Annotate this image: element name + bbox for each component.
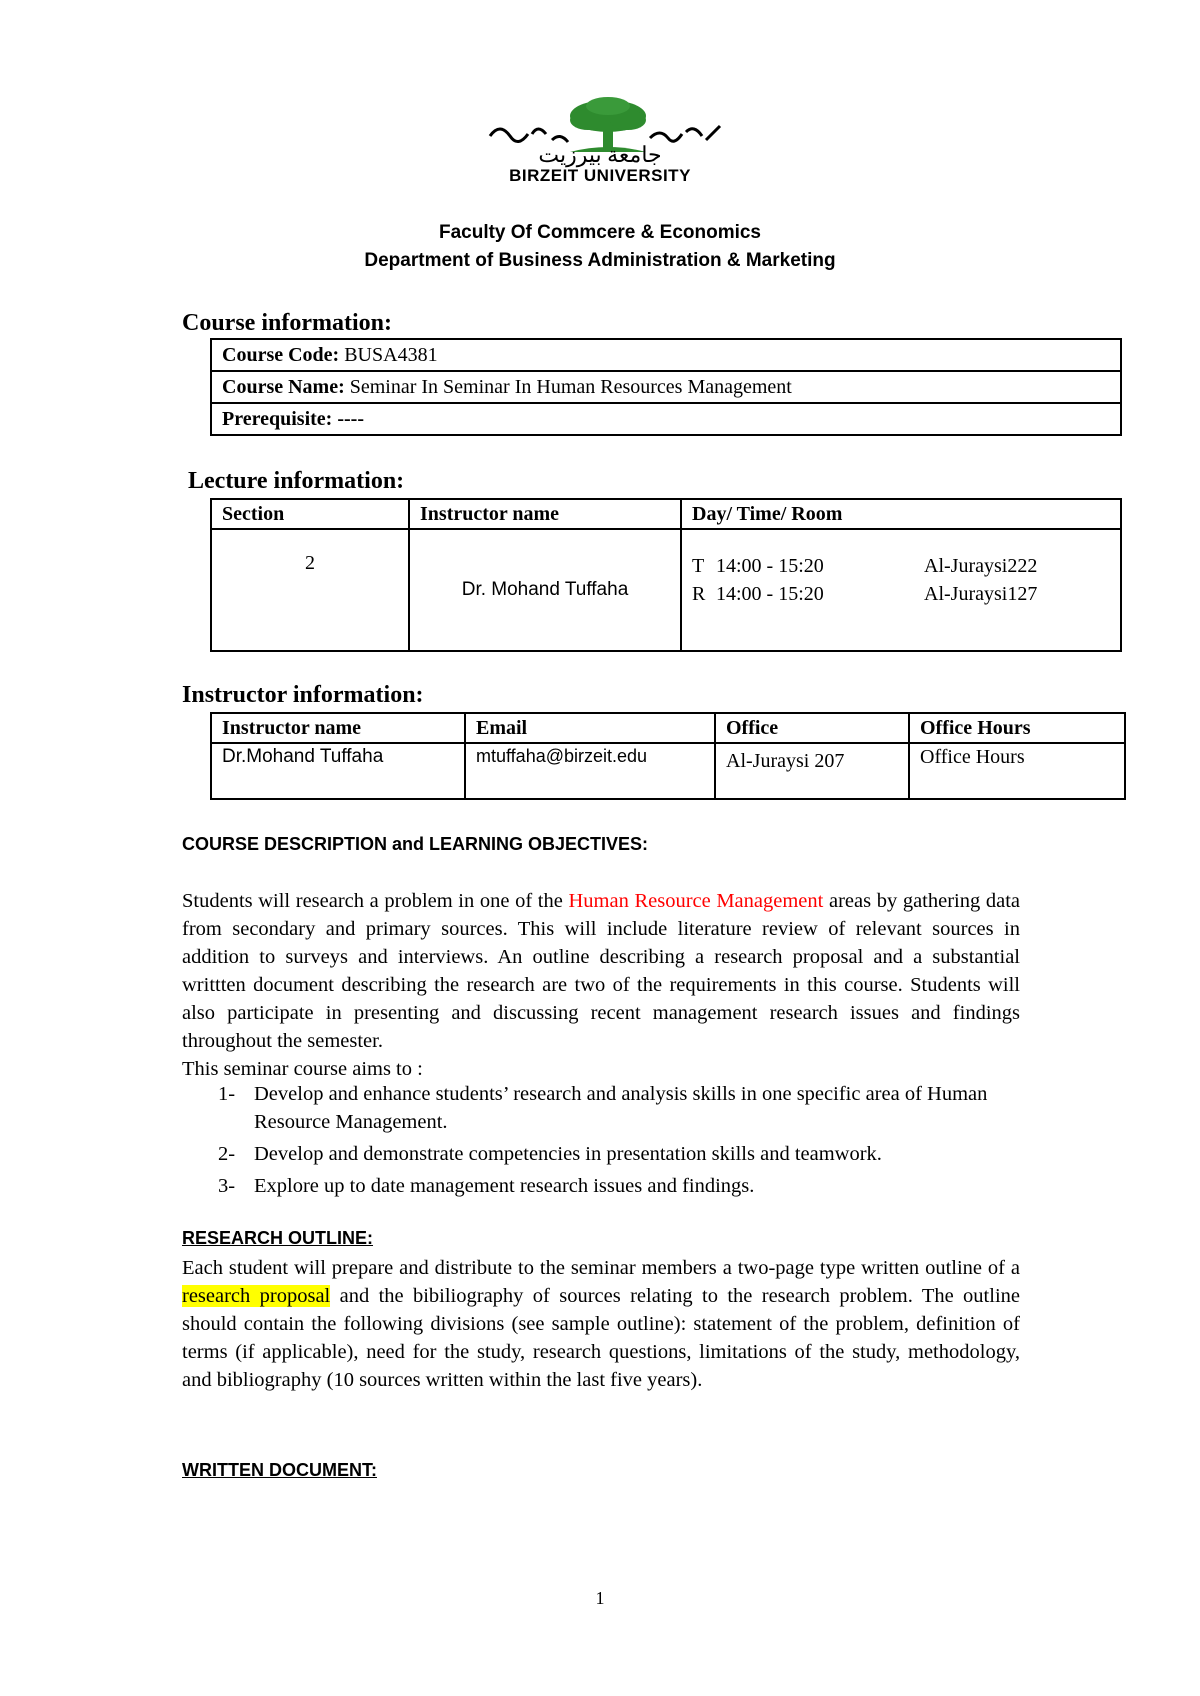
schedule-time: 14:00 - 15:20 <box>716 583 824 605</box>
header-email: Email <box>465 713 715 743</box>
page-number: 1 <box>595 1588 605 1608</box>
course-info-title: Course information: <box>182 310 392 336</box>
course-code-value: BUSA4381 <box>344 343 438 366</box>
list-item <box>218 1172 1022 1200</box>
course-info-table <box>210 338 1122 436</box>
university-arabic-name: جامعة بيرزيت <box>538 142 662 167</box>
header-instructor-name: Instructor name <box>409 499 681 529</box>
university-name: BIRZEIT UNIVERSITY <box>509 166 691 185</box>
lecture-info-table <box>210 498 1122 652</box>
research-proposal-highlight: research proposal <box>182 1285 331 1307</box>
research-outline-paragraph <box>182 1254 1020 1394</box>
course-name-row <box>211 371 1121 403</box>
list-item <box>218 1140 1022 1168</box>
list-text: Develop and demonstrate competencies in presentation skills and teamwork. <box>254 1143 882 1165</box>
prerequisite-row <box>211 403 1121 435</box>
instructor-info-title: Instructor information: <box>182 682 424 708</box>
schedule-day: R <box>692 583 706 605</box>
description-text-b: areas by gathering data from secondary and primary sources. This will include literature review of relevant sources in addition to surveys and interviews. An outline describing a research proposal and a substantial writtten document describing the research are two of the requirements in this course. Students will also participate in presenting and discussing recent management research issues and findings throughout the semester. <box>182 890 1021 1052</box>
aims-intro: This seminar course aims to : <box>182 1058 423 1080</box>
instructor-row <box>211 743 1125 799</box>
description-paragraph <box>182 887 1020 1083</box>
course-code-label: Course Code: <box>222 343 340 366</box>
schedule-room: Al-Juraysi127 <box>924 583 1038 605</box>
instructor-header-row <box>211 713 1125 743</box>
course-name-label: Course Name: <box>222 375 345 398</box>
section-value: 2 <box>211 529 409 651</box>
header-office: Office <box>715 713 909 743</box>
header-office-hours: Office Hours <box>909 713 1125 743</box>
course-name-value: Seminar In Seminar In Human Resources Management <box>349 375 792 398</box>
outline-text-b: and the bibiliography of sources relating to the research problem. The outline should contain the following divisions (see sample outline): statement of the problem, definition of terms (if applicable), need for the study, research questions, limitations of the study, methodology, and bibliography (10 sources written within the last five years). <box>182 1285 1020 1391</box>
outline-text-a: Each student will prepare and distribute to the seminar members a two-page type written outline of a <box>182 1257 1020 1279</box>
description-heading: COURSE DESCRIPTION and LEARNING OBJECTIVES: <box>182 834 649 854</box>
written-document-heading: WRITTEN DOCUMENT: <box>182 1460 377 1480</box>
instructor-name: Dr.Mohand Tuffaha <box>211 743 465 799</box>
course-code-row <box>211 339 1121 371</box>
instructor-office: Al-Juraysi 207 <box>715 743 909 799</box>
instructor-office-hours: Office Hours <box>909 743 1125 799</box>
list-text: Explore up to date management research issues and findings. <box>254 1175 755 1197</box>
schedule-room: Al-Juraysi222 <box>924 555 1038 577</box>
list-number: 3- <box>218 1175 236 1197</box>
faculty-title: Faculty Of Commcere & Economics <box>438 222 762 243</box>
list-item <box>218 1080 1022 1136</box>
description-text-a: Students will research a problem in one of the <box>182 890 569 912</box>
hrm-emphasis: Human Resource Management <box>568 890 824 912</box>
aims-list <box>218 1080 1022 1200</box>
prerequisite-label: Prerequisite: <box>222 407 333 430</box>
schedule-cell <box>681 529 1121 651</box>
department-title: Department of Business Administration & Marketing <box>364 250 836 271</box>
lecture-header-row <box>211 499 1121 529</box>
schedule-line <box>692 552 1110 580</box>
schedule-line <box>692 580 1110 608</box>
list-number: 2- <box>218 1143 236 1165</box>
lecture-row <box>211 529 1121 651</box>
header-day-time-room: Day/ Time/ Room <box>681 499 1121 529</box>
instructor-info-table <box>210 712 1126 800</box>
header-instructor-name: Instructor name <box>211 713 465 743</box>
lecture-instructor: Dr. Mohand Tuffaha <box>409 529 681 651</box>
research-outline-heading: RESEARCH OUTLINE: <box>182 1228 374 1248</box>
schedule-time: 14:00 - 15:20 <box>716 555 824 577</box>
instructor-email[interactable]: mtuffaha@birzeit.edu <box>465 743 715 799</box>
lecture-info-title: Lecture information: <box>188 468 405 494</box>
schedule-day: T <box>692 555 705 577</box>
prerequisite-value: ---- <box>337 407 364 430</box>
list-text: Develop and enhance students’ research and analysis skills in one specific area of Human Resource Management. <box>254 1083 988 1133</box>
list-number: 1- <box>218 1083 236 1105</box>
header-section: Section <box>211 499 409 529</box>
